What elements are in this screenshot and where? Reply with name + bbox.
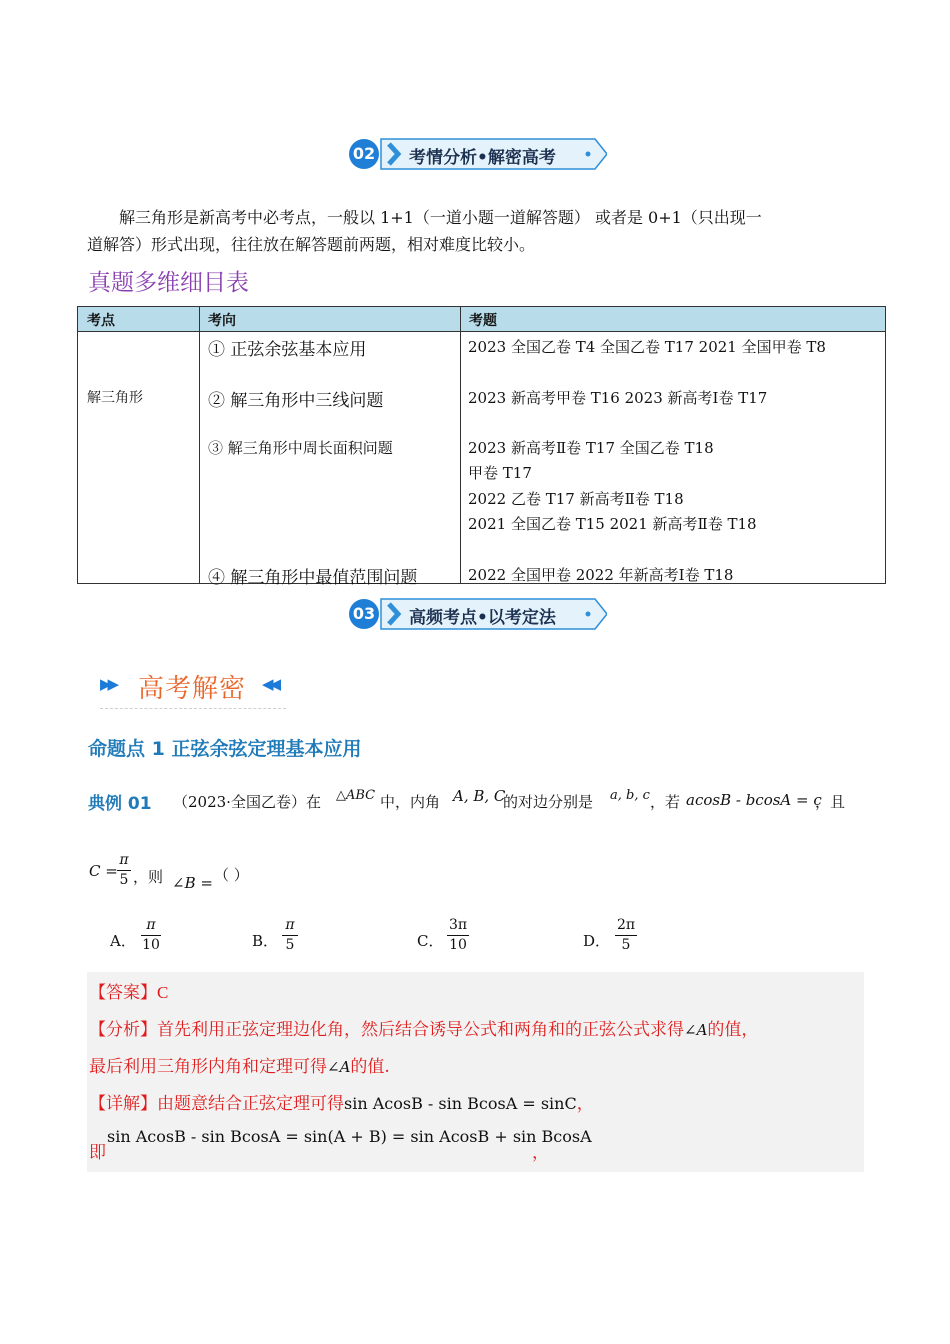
banner-title: 考情分析•解密高考 bbox=[409, 148, 556, 168]
analysis-line-1 bbox=[89, 1015, 758, 1040]
header-topic: 考点 bbox=[87, 313, 115, 329]
topic-cell: 解三角形 bbox=[87, 390, 143, 406]
option-b-value[interactable] bbox=[282, 917, 298, 953]
option-a-value[interactable] bbox=[141, 917, 161, 953]
detail-tag: 【详解】 bbox=[89, 1094, 157, 1114]
table-title: 真题多维细目表 bbox=[88, 270, 249, 296]
condition-formula: acosB - bcosA = c bbox=[686, 791, 822, 809]
ji-text: 即 bbox=[89, 1143, 106, 1163]
fraction-numerator: π bbox=[119, 852, 129, 868]
option-b-label[interactable]: B． bbox=[252, 932, 279, 950]
angle-a: ∠A bbox=[327, 1058, 351, 1076]
question-row: 2021 全国乙卷 T15 2021 新高考Ⅱ卷 T18 bbox=[468, 515, 757, 533]
fraction-bar bbox=[447, 935, 469, 936]
option-d-value[interactable] bbox=[615, 917, 637, 953]
option-c-label[interactable]: C． bbox=[417, 932, 444, 950]
triangle-abc: △ABC bbox=[336, 788, 376, 803]
analysis-text: 首先利用正弦定理边化角，然后结合诱导公式和两角和的正弦公式求得 bbox=[157, 1020, 684, 1040]
fraction-denominator: 5 bbox=[285, 937, 295, 953]
left-arrows-icon: ◀◀ bbox=[262, 675, 278, 693]
fraction-numerator: 2π bbox=[616, 917, 636, 933]
answer-line bbox=[89, 978, 168, 1003]
banner-number: 02 bbox=[352, 144, 376, 163]
direction-4: ④ 解三角形中最值范围问题 bbox=[208, 568, 418, 588]
fraction-denominator: 10 bbox=[142, 937, 160, 953]
fraction-numerator: 3π bbox=[448, 917, 468, 933]
formula-2: sin AcosB - sin BcosA = sin(A + B) = sin AcosB + sin BcosA bbox=[107, 1127, 592, 1146]
direction-1: ① 正弦余弦基本应用 bbox=[208, 340, 367, 360]
angle-a: ∠A bbox=[684, 1021, 708, 1039]
answer-value: C bbox=[157, 983, 169, 1002]
fraction-denominator: 5 bbox=[621, 937, 631, 953]
question-row: 2022 乙卷 T17 新高考Ⅱ卷 T18 bbox=[468, 490, 684, 508]
column-divider bbox=[199, 307, 200, 583]
fraction-denominator: 5 bbox=[119, 872, 129, 888]
detail-line-2-prefix bbox=[89, 1138, 106, 1163]
option-c-value[interactable] bbox=[447, 917, 469, 953]
exam-table bbox=[77, 306, 886, 588]
example-text: ，则 bbox=[133, 868, 164, 886]
right-arrows-icon: ▶▶ bbox=[100, 675, 116, 693]
secret-header-text: 高考解密 bbox=[138, 674, 247, 704]
analysis-line-2 bbox=[89, 1052, 390, 1077]
option-d-label[interactable]: D． bbox=[583, 932, 611, 950]
intro-line-1: 解三角形是新高考中必考点，一般以 1+1（一道小题一道解答题） 或者是 0+1（只出现一 bbox=[119, 208, 762, 227]
angles-abc: A, B, C bbox=[453, 787, 506, 805]
analysis-text: 的值. bbox=[350, 1057, 390, 1077]
analysis-text: 最后利用三角形内角和定理可得 bbox=[89, 1057, 327, 1077]
section-banner-02 bbox=[345, 136, 607, 172]
fraction-numerator: π bbox=[285, 917, 295, 933]
direction-3: ③ 解三角形中周长面积问题 bbox=[208, 439, 393, 457]
answer-tag: 【答案】 bbox=[89, 983, 157, 1003]
intro-paragraph bbox=[87, 204, 867, 258]
example-text: 中，内角 bbox=[380, 793, 441, 811]
sides-abc: a, b, c bbox=[610, 788, 650, 803]
detail-text: 由题意结合正弦定理可得 bbox=[157, 1094, 344, 1114]
question-row: 2023 新高考甲卷 T16 2023 新高考Ⅰ卷 T17 bbox=[468, 389, 768, 407]
example-text: ，若 bbox=[650, 793, 681, 811]
fraction-bar bbox=[615, 935, 637, 936]
question-row: 甲卷 T17 bbox=[468, 464, 532, 482]
comma: ， bbox=[532, 1143, 549, 1163]
analysis-tag: 【分析】 bbox=[89, 1020, 157, 1040]
question-row: 2022 全国甲卷 2022 年新高考Ⅰ卷 T18 bbox=[468, 566, 734, 584]
question-row: 2023 新高考Ⅱ卷 T17 全国乙卷 T18 bbox=[468, 439, 714, 457]
angle-b: ∠B = bbox=[172, 874, 213, 892]
fraction-numerator: π bbox=[146, 917, 156, 933]
column-divider bbox=[460, 307, 461, 583]
question-row: 2023 全国乙卷 T4 全国乙卷 T17 2021 全国甲卷 T8 bbox=[468, 338, 826, 356]
analysis-text: 的值， bbox=[707, 1020, 759, 1040]
header-direction: 考向 bbox=[208, 313, 236, 329]
comma: ， bbox=[576, 1094, 594, 1114]
fraction-bar bbox=[141, 935, 161, 936]
fraction-pi-over-5 bbox=[117, 852, 131, 888]
fraction-bar bbox=[282, 935, 298, 936]
example-text: ，且 bbox=[815, 793, 846, 811]
option-a-label[interactable]: A． bbox=[110, 932, 136, 950]
intro-line-2: 道解答）形式出现，往往放在解答题前两题，相对难度比较小。 bbox=[87, 235, 536, 254]
c-equals: C = bbox=[89, 862, 118, 880]
proposition-title: 命题点 1 正弦余弦定理基本应用 bbox=[88, 738, 362, 760]
fraction-denominator: 10 bbox=[449, 937, 467, 953]
section-banner-03 bbox=[345, 596, 607, 632]
example-label: 典例 01 bbox=[88, 794, 152, 814]
banner-number: 03 bbox=[352, 604, 376, 623]
secret-header bbox=[100, 668, 286, 709]
answer-paren: （ ） bbox=[214, 866, 249, 884]
formula-1: sin AcosB - sin BcosA = sinC bbox=[344, 1094, 577, 1113]
example-text: 的对边分别是 bbox=[503, 793, 594, 811]
direction-2: ② 解三角形中三线问题 bbox=[208, 391, 384, 411]
example-source: （2023·全国乙卷）在 bbox=[173, 793, 321, 811]
banner-title: 高频考点•以考定法 bbox=[409, 608, 556, 628]
fraction-bar bbox=[117, 870, 131, 871]
detail-line-1 bbox=[89, 1089, 594, 1114]
header-questions: 考题 bbox=[469, 313, 497, 329]
